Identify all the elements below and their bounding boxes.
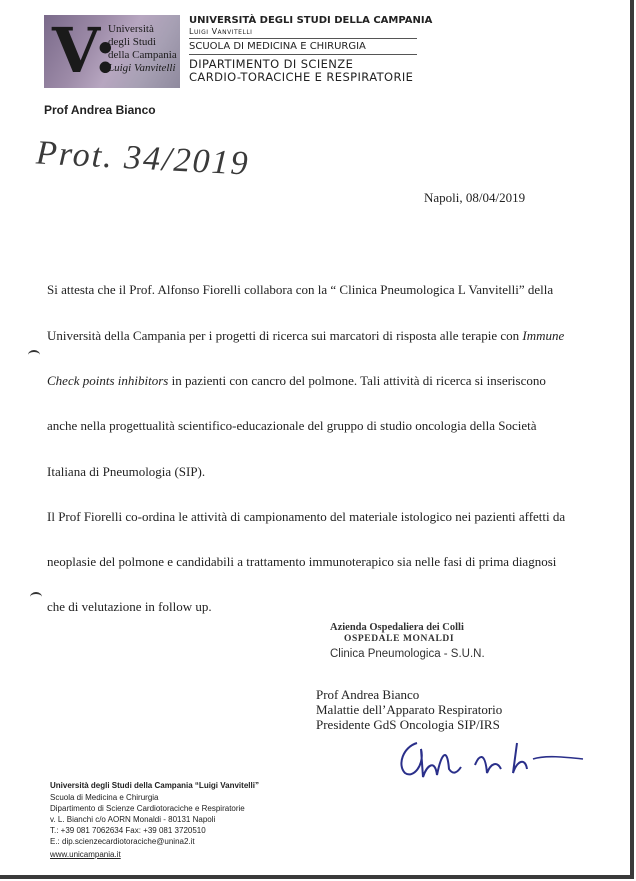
body-line-5: Italiana di Pneumologia (SIP). — [47, 464, 206, 479]
letterhead-department-2: CARDIO-TORACICHE E RESPIRATORIE — [189, 70, 414, 84]
footer-website-link[interactable]: www.unicampania.it — [50, 850, 121, 859]
body-line-3-text: in pazienti con cancro del polmone. Tali attività di ricerca si inseriscono — [168, 373, 546, 388]
body-line-2 — [47, 328, 564, 344]
body-line-4: anche nella progettualità scientifico-educazionale del gruppo di studio oncologia della Società — [47, 418, 537, 433]
body-line-2-text: Università della Campania per i progetti di ricerca sui marcatori di risposta alle terapie con — [47, 328, 523, 343]
logo-text — [108, 23, 177, 75]
stamp-line-3: Clinica Pneumologica - S.U.N. — [330, 648, 485, 660]
signatory-role-1: Malattie dell’Apparato Respiratorio — [316, 702, 503, 717]
letterhead-university-sub: Luigi Vanvitelli — [189, 27, 253, 36]
footer-email: E.: dip.scienzecardiotoraciche@unina2.it — [50, 837, 195, 846]
sender-name: Prof Andrea Bianco — [44, 103, 156, 117]
signatory-role-2: Presidente GdS Oncologia SIP/IRS — [316, 717, 500, 732]
logo-line-2: degli Studi — [108, 36, 156, 48]
university-logo — [44, 15, 180, 88]
logo-line-3: della Campania — [108, 49, 177, 61]
punch-hole-mark — [28, 350, 40, 360]
body-line-8: che di velutazione in follow up. — [47, 599, 212, 614]
footer-department: Dipartimento di Scienze Cardiotoraciche e Respiratorie — [50, 804, 245, 813]
body-line-6: Il Prof Fiorelli co-ordina le attività di campionamento del materiale istologico nei pazienti affetti da — [47, 509, 566, 524]
letterhead-school: SCUOLA DI MEDICINA E CHIRURGIA — [189, 41, 366, 52]
body-line-7: neoplasie del polmone e candidabili a trattamento immunoterapico sia nelle fasi di prima diagnosi — [47, 554, 557, 569]
logo-line-4: Luigi Vanvitelli — [108, 62, 176, 74]
body-line-2-italic: Immune — [522, 328, 565, 343]
body-line-3 — [47, 373, 546, 389]
footer-school: Scuola di Medicina e Chirurgia — [50, 793, 159, 802]
letterhead-university: UNIVERSITÀ DEGLI STUDI DELLA CAMPANIA — [189, 15, 433, 26]
body-line-1: Si attesta che il Prof. Alfonso Fiorelli collabora con la “ Clinica Pneumologica L Vanvitelli” della — [47, 282, 554, 297]
letterhead-rule-1 — [189, 38, 417, 39]
handwritten-signature — [395, 735, 590, 785]
logo-line-1: Università — [108, 23, 154, 35]
punch-hole-mark — [30, 592, 42, 602]
logo-mark: V: — [52, 14, 117, 87]
footer-address: v. L. Bianchi c/o AORN Monaldi - 80131 Napoli — [50, 815, 216, 824]
stamp-line-1: Azienda Ospedaliera dei Colli — [330, 622, 464, 633]
letterhead-rule-2 — [189, 54, 417, 55]
footer-phone: T.: +39 081 7062634 Fax: +39 081 3720510 — [50, 826, 206, 835]
signatory-name: Prof Andrea Bianco — [316, 687, 420, 702]
protocol-number-handwritten: Prot. 34/2019 — [35, 134, 251, 183]
letterhead-department-1: DIPARTIMENTO DI SCIENZE — [189, 57, 354, 71]
stamp-line-2: OSPEDALE MONALDI — [344, 634, 455, 644]
body-line-3-italic: Check points inhibitors — [47, 373, 169, 388]
footer-university: Università degli Studi della Campania “Luigi Vanvitelli” — [50, 781, 259, 790]
letter-date: Napoli, 08/04/2019 — [424, 190, 526, 205]
